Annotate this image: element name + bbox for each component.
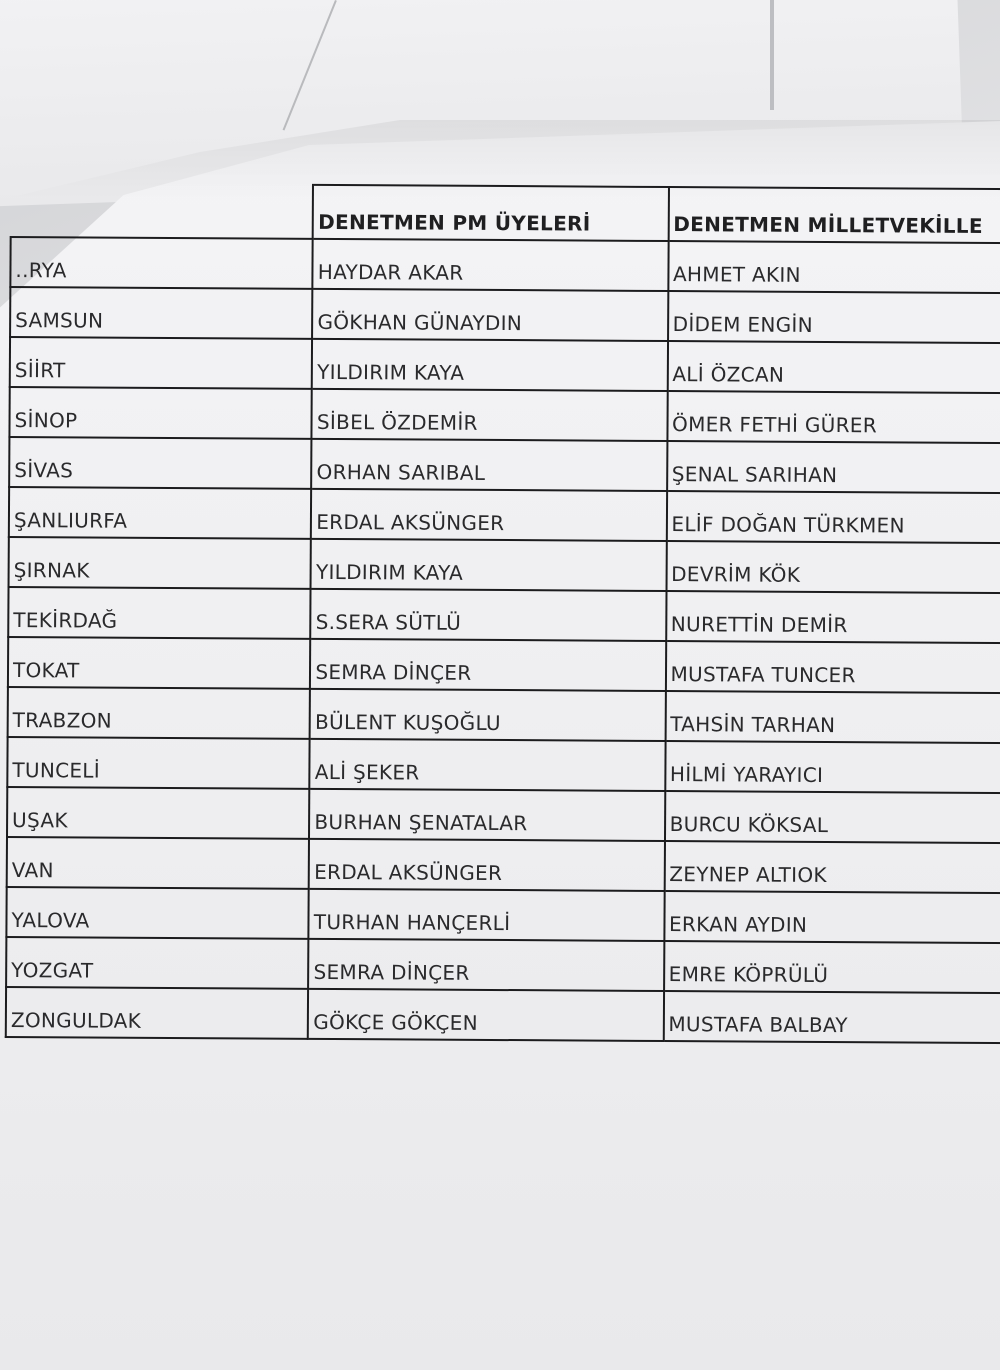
pm-member-cell: BURHAN ŞENATALAR — [309, 789, 664, 841]
pm-member-cell: SEMRA DİNÇER — [308, 939, 663, 991]
header-province — [11, 183, 314, 239]
pm-member-cell: YILDIRIM KAYA — [312, 339, 667, 391]
table-row — [8, 587, 1000, 643]
pm-member-cell: ERDAL AKSÜNGER — [311, 489, 666, 541]
pm-member-cell: GÖKÇE GÖKÇEN — [308, 989, 663, 1041]
table-row — [10, 237, 1000, 293]
table-row — [7, 837, 1000, 893]
province-cell: SİİRT — [10, 337, 313, 389]
province-cell: TUNCELİ — [7, 737, 310, 789]
pm-member-cell: BÜLENT KUŞOĞLU — [310, 689, 665, 741]
table-row — [6, 937, 1000, 993]
deputy-cell: DİDEM ENGİN — [668, 291, 1000, 343]
auditor-assignment-table — [5, 182, 1000, 1044]
table-row — [6, 987, 1000, 1043]
pm-member-cell: ALİ ŞEKER — [310, 739, 665, 791]
pm-member-cell: SİBEL ÖZDEMİR — [312, 389, 667, 441]
table-row — [8, 637, 1000, 693]
deputy-cell: ZEYNEP ALTIOK — [664, 841, 1000, 893]
pm-member-cell: HAYDAR AKAR — [313, 239, 668, 291]
province-cell: ŞIRNAK — [9, 537, 312, 589]
deputy-cell: ERKAN AYDIN — [664, 891, 1000, 943]
pm-member-cell: S.SERA SÜTLÜ — [311, 589, 666, 641]
deputy-cell: NURETTİN DEMİR — [666, 591, 1000, 643]
deputy-cell: MUSTAFA BALBAY — [663, 991, 1000, 1043]
deputy-cell: ÖMER FETHİ GÜRER — [667, 391, 1000, 443]
desk-edge — [770, 0, 774, 110]
province-cell: ZONGULDAK — [6, 987, 309, 1039]
deputy-cell: BURCU KÖKSAL — [665, 791, 1000, 843]
deputy-cell: MUSTAFA TUNCER — [665, 641, 1000, 693]
table-row — [10, 337, 1000, 393]
province-cell: ŞANLIURFA — [9, 487, 312, 539]
province-cell: SİNOP — [9, 387, 312, 439]
pm-member-cell: GÖKHAN GÜNAYDIN — [312, 289, 667, 341]
province-cell: VAN — [7, 837, 310, 889]
header-pm-members: DENETMEN PM ÜYELERİ — [313, 185, 668, 241]
table-row — [7, 737, 1000, 793]
table-row — [10, 287, 1000, 343]
deputy-cell: ALİ ÖZCAN — [667, 341, 1000, 393]
pm-member-cell: ORHAN SARIBAL — [311, 439, 666, 491]
deputy-cell: HİLMİ YARAYICI — [665, 741, 1000, 793]
deputy-cell: EMRE KÖPRÜLÜ — [664, 941, 1000, 993]
table-row — [9, 387, 1000, 443]
province-cell: TOKAT — [8, 637, 311, 689]
pm-member-cell: TURHAN HANÇERLİ — [309, 889, 664, 941]
deputy-cell: DEVRİM KÖK — [666, 541, 1000, 593]
table-row — [7, 787, 1000, 843]
pm-member-cell: ERDAL AKSÜNGER — [309, 839, 664, 891]
table-row — [9, 487, 1000, 543]
table-body — [6, 237, 1000, 1043]
province-cell: UŞAK — [7, 787, 310, 839]
pm-member-cell: SEMRA DİNÇER — [310, 639, 665, 691]
deputy-cell: AHMET AKIN — [668, 241, 1000, 293]
province-cell: SAMSUN — [10, 287, 313, 339]
province-cell: TRABZON — [8, 687, 311, 739]
pm-member-cell: YILDIRIM KAYA — [311, 539, 666, 591]
province-cell: ..RYA — [10, 237, 313, 289]
table-header-row — [11, 183, 1000, 243]
table-row — [9, 437, 1000, 493]
province-cell: SİVAS — [9, 437, 312, 489]
province-cell: YOZGAT — [6, 937, 309, 989]
table-row — [9, 537, 1000, 593]
deputy-cell: ŞENAL SARIHAN — [667, 441, 1000, 493]
province-cell: TEKİRDAĞ — [8, 587, 311, 639]
deputy-cell: ELİF DOĞAN TÜRKMEN — [666, 491, 1000, 543]
province-cell: YALOVA — [6, 887, 309, 939]
table-row — [8, 687, 1000, 743]
deputy-cell: TAHSİN TARHAN — [665, 691, 1000, 743]
table-row — [6, 887, 1000, 943]
header-deputies: DENETMEN MİLLETVEKİLLE — [668, 187, 1000, 243]
